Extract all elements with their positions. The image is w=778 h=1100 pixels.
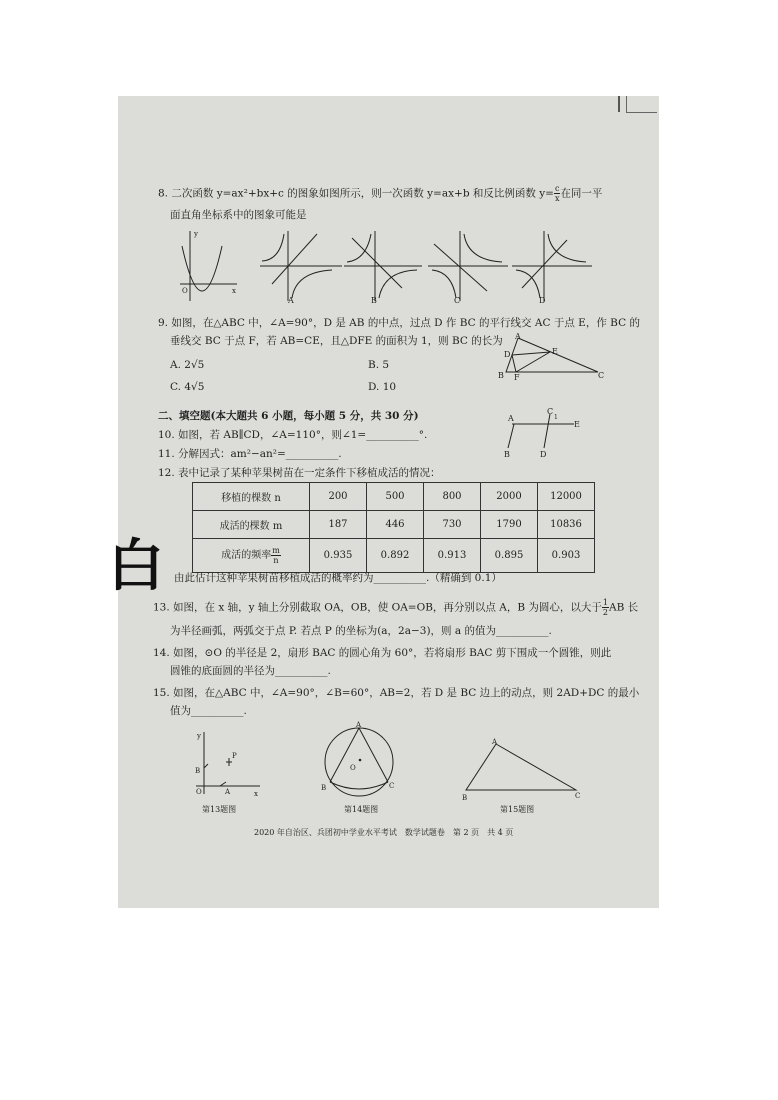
q8-line1-b: 在同一平 — [560, 187, 603, 200]
fig13-p-label: P — [232, 752, 237, 760]
fig14 — [316, 720, 404, 800]
table-cell: 187 — [310, 511, 367, 539]
q8-line1 — [158, 184, 602, 203]
table-row — [193, 539, 595, 573]
table-cell: 446 — [367, 511, 424, 539]
q9-choice-b: B. 5 — [368, 359, 390, 371]
q10-label-d: D — [540, 450, 547, 459]
exam-page — [108, 96, 659, 908]
fig15-b-label: B — [462, 794, 468, 802]
q9-choice-c: C. 4√5 — [170, 381, 205, 393]
fig15-a-label: A — [492, 738, 498, 746]
q10-label-e: E — [574, 420, 580, 429]
table-cell: 0.913 — [424, 539, 481, 573]
q9-line2: 垂线交 BC 于点 F，若 AB=CE，且△DFE 的面积为 1，则 BC 的长为 — [170, 335, 503, 347]
q8-option-b-graph — [344, 231, 422, 301]
q9-choice-d: D. 10 — [368, 381, 397, 393]
q13-half-num: 1 — [602, 598, 608, 607]
fig14-o-label: O — [350, 764, 356, 772]
fig14-b-label: B — [321, 784, 327, 792]
q12-after: 由此估计这种苹果树苗移植成活的概率约为__________.（精确到 0.1） — [174, 572, 502, 584]
q13-line1 — [153, 598, 638, 617]
q12-table — [192, 482, 595, 573]
table-cell: 0.935 — [310, 539, 367, 573]
q8-o-label: O — [182, 287, 188, 295]
q15-line1: 15. 如图，在△ABC 中，∠A=90°，∠B=60°，AB=2，若 D 是 BC 边上的动点，则 2AD+DC 的最小 — [153, 687, 640, 699]
fig13 — [192, 728, 266, 800]
fig15 — [458, 736, 588, 802]
fig14-c-label: C — [389, 782, 395, 790]
table-cell: 0.892 — [367, 539, 424, 573]
table-header-cell: 移植的棵数 n — [193, 483, 310, 511]
fig13-caption: 第13题图 — [202, 805, 237, 814]
table-cell: 2000 — [481, 483, 538, 511]
q8-line1-a: 8. 二次函数 y=ax²+bx+c 的图象如图所示，则一次函数 y=ax+b 和反比例函数 y= — [158, 187, 554, 200]
q8-option-a-graph — [260, 231, 342, 301]
fig13-a-label: A — [225, 788, 231, 796]
q10-label-1: 1 — [554, 414, 558, 421]
table-cell: 0.895 — [481, 539, 538, 573]
q8-line2: 面直角坐标系中的图象可能是 — [170, 209, 307, 221]
q8-option-c: C — [454, 296, 461, 305]
q10-label-b: B — [504, 450, 510, 459]
q8-option-a: A — [288, 296, 294, 305]
q10-label-a: A — [508, 414, 514, 423]
q13-line1-b: AB 长 — [608, 601, 639, 614]
fig13-y-label: y — [197, 732, 201, 740]
fig14-caption: 第14题图 — [344, 805, 379, 814]
q10-figure — [498, 408, 588, 458]
table-cell: 12000 — [538, 483, 595, 511]
freq-den: n — [273, 556, 279, 565]
q9-label-f: F — [514, 373, 520, 382]
q8-parabola-graph — [180, 230, 237, 301]
table-row — [193, 511, 595, 539]
table-cell: 1790 — [481, 511, 538, 539]
table-cell: 200 — [310, 483, 367, 511]
table-cell: 730 — [424, 511, 481, 539]
q10-text: 10. 如图，若 AB∥CD，∠A=110°，则∠1=__________°. — [158, 429, 428, 441]
q11-text: 11. 分解因式：am²−an²=__________. — [158, 448, 342, 460]
q8-option-d-graph — [512, 231, 592, 301]
q9-label-e: E — [552, 347, 558, 356]
table-header-cell — [193, 539, 310, 573]
q10-label-c: C — [547, 407, 554, 416]
freq-header-text: 成活的频率 — [221, 550, 272, 561]
table-row — [193, 483, 595, 511]
q9-label-a: A — [515, 332, 521, 341]
edge-mark — [626, 96, 657, 113]
fig14-a-label: A — [356, 721, 362, 729]
table-cell: 10836 — [538, 511, 595, 539]
table-cell: 800 — [424, 483, 481, 511]
q15-line2: 值为__________. — [170, 705, 247, 717]
q9-label-d: D — [504, 350, 511, 359]
q13-half-fraction — [602, 598, 609, 617]
table-cell: 0.903 — [538, 539, 595, 573]
q9-label-b: B — [498, 371, 504, 380]
q8-option-b: B — [371, 296, 377, 305]
q9-label-c: C — [598, 371, 605, 380]
fig13-x-label: x — [254, 790, 258, 798]
q9-figure — [498, 334, 608, 384]
q8-frac-num: c — [554, 184, 560, 193]
q13-line1-a: 13. 如图，在 x 轴，y 轴上分别截取 OA，OB，使 OA=OB，再分别以点 A，B 为圆心，以大于 — [153, 601, 602, 614]
fig15-caption: 第15题图 — [500, 805, 535, 814]
q12-text: 12. 表中记录了某种苹果树苗在一定条件下移植成活的情况： — [158, 467, 441, 479]
q9-line1: 9. 如图，在△ABC 中，∠A=90°，D 是 AB 的中点，过点 D 作 BC 的平行线交 AC 于点 E，作 BC 的 — [158, 317, 640, 329]
freq-fraction — [271, 546, 281, 565]
q8-graphs — [172, 226, 602, 311]
q14-line1: 14. 如图，⊙O 的半径是 2，扇形 BAC 的圆心角为 60°，若将扇形 BAC 剪下围成一个圆锥，则此 — [153, 647, 612, 659]
fig13-o-label: O — [196, 788, 202, 796]
q14-line2: 圆锥的底面圆的半径为__________. — [170, 665, 331, 677]
freq-num: m — [272, 546, 280, 555]
fig13-b-label: B — [195, 767, 201, 775]
q8-y-label: y — [194, 230, 198, 238]
q8-option-c-graph — [428, 231, 508, 301]
table-header-cell: 成活的棵数 m — [193, 511, 310, 539]
q13-line2: 为半径画弧，两弧交于点 P. 若点 P 的坐标为(a，2a−3)，则 a 的值为__________. — [170, 625, 552, 637]
q8-x-label: x — [232, 287, 236, 295]
table-cell: 500 — [367, 483, 424, 511]
edge-character: 白 — [108, 533, 164, 599]
q8-option-d: D — [539, 296, 546, 305]
section-fill-in-title: 二、填空题(本大题共 6 小题，每小题 5 分，共 30 分) — [158, 410, 419, 422]
page-footer: 2020 年自治区、兵团初中学业水平考试 数学试题卷 第 2 页 共 4 页 — [254, 828, 514, 837]
q8-frac-den: x — [554, 194, 560, 203]
q13-half-den: 2 — [602, 608, 608, 617]
edge-mark — [618, 96, 620, 112]
fig15-c-label: C — [575, 792, 581, 800]
q9-choice-a: A. 2√5 — [170, 359, 205, 371]
